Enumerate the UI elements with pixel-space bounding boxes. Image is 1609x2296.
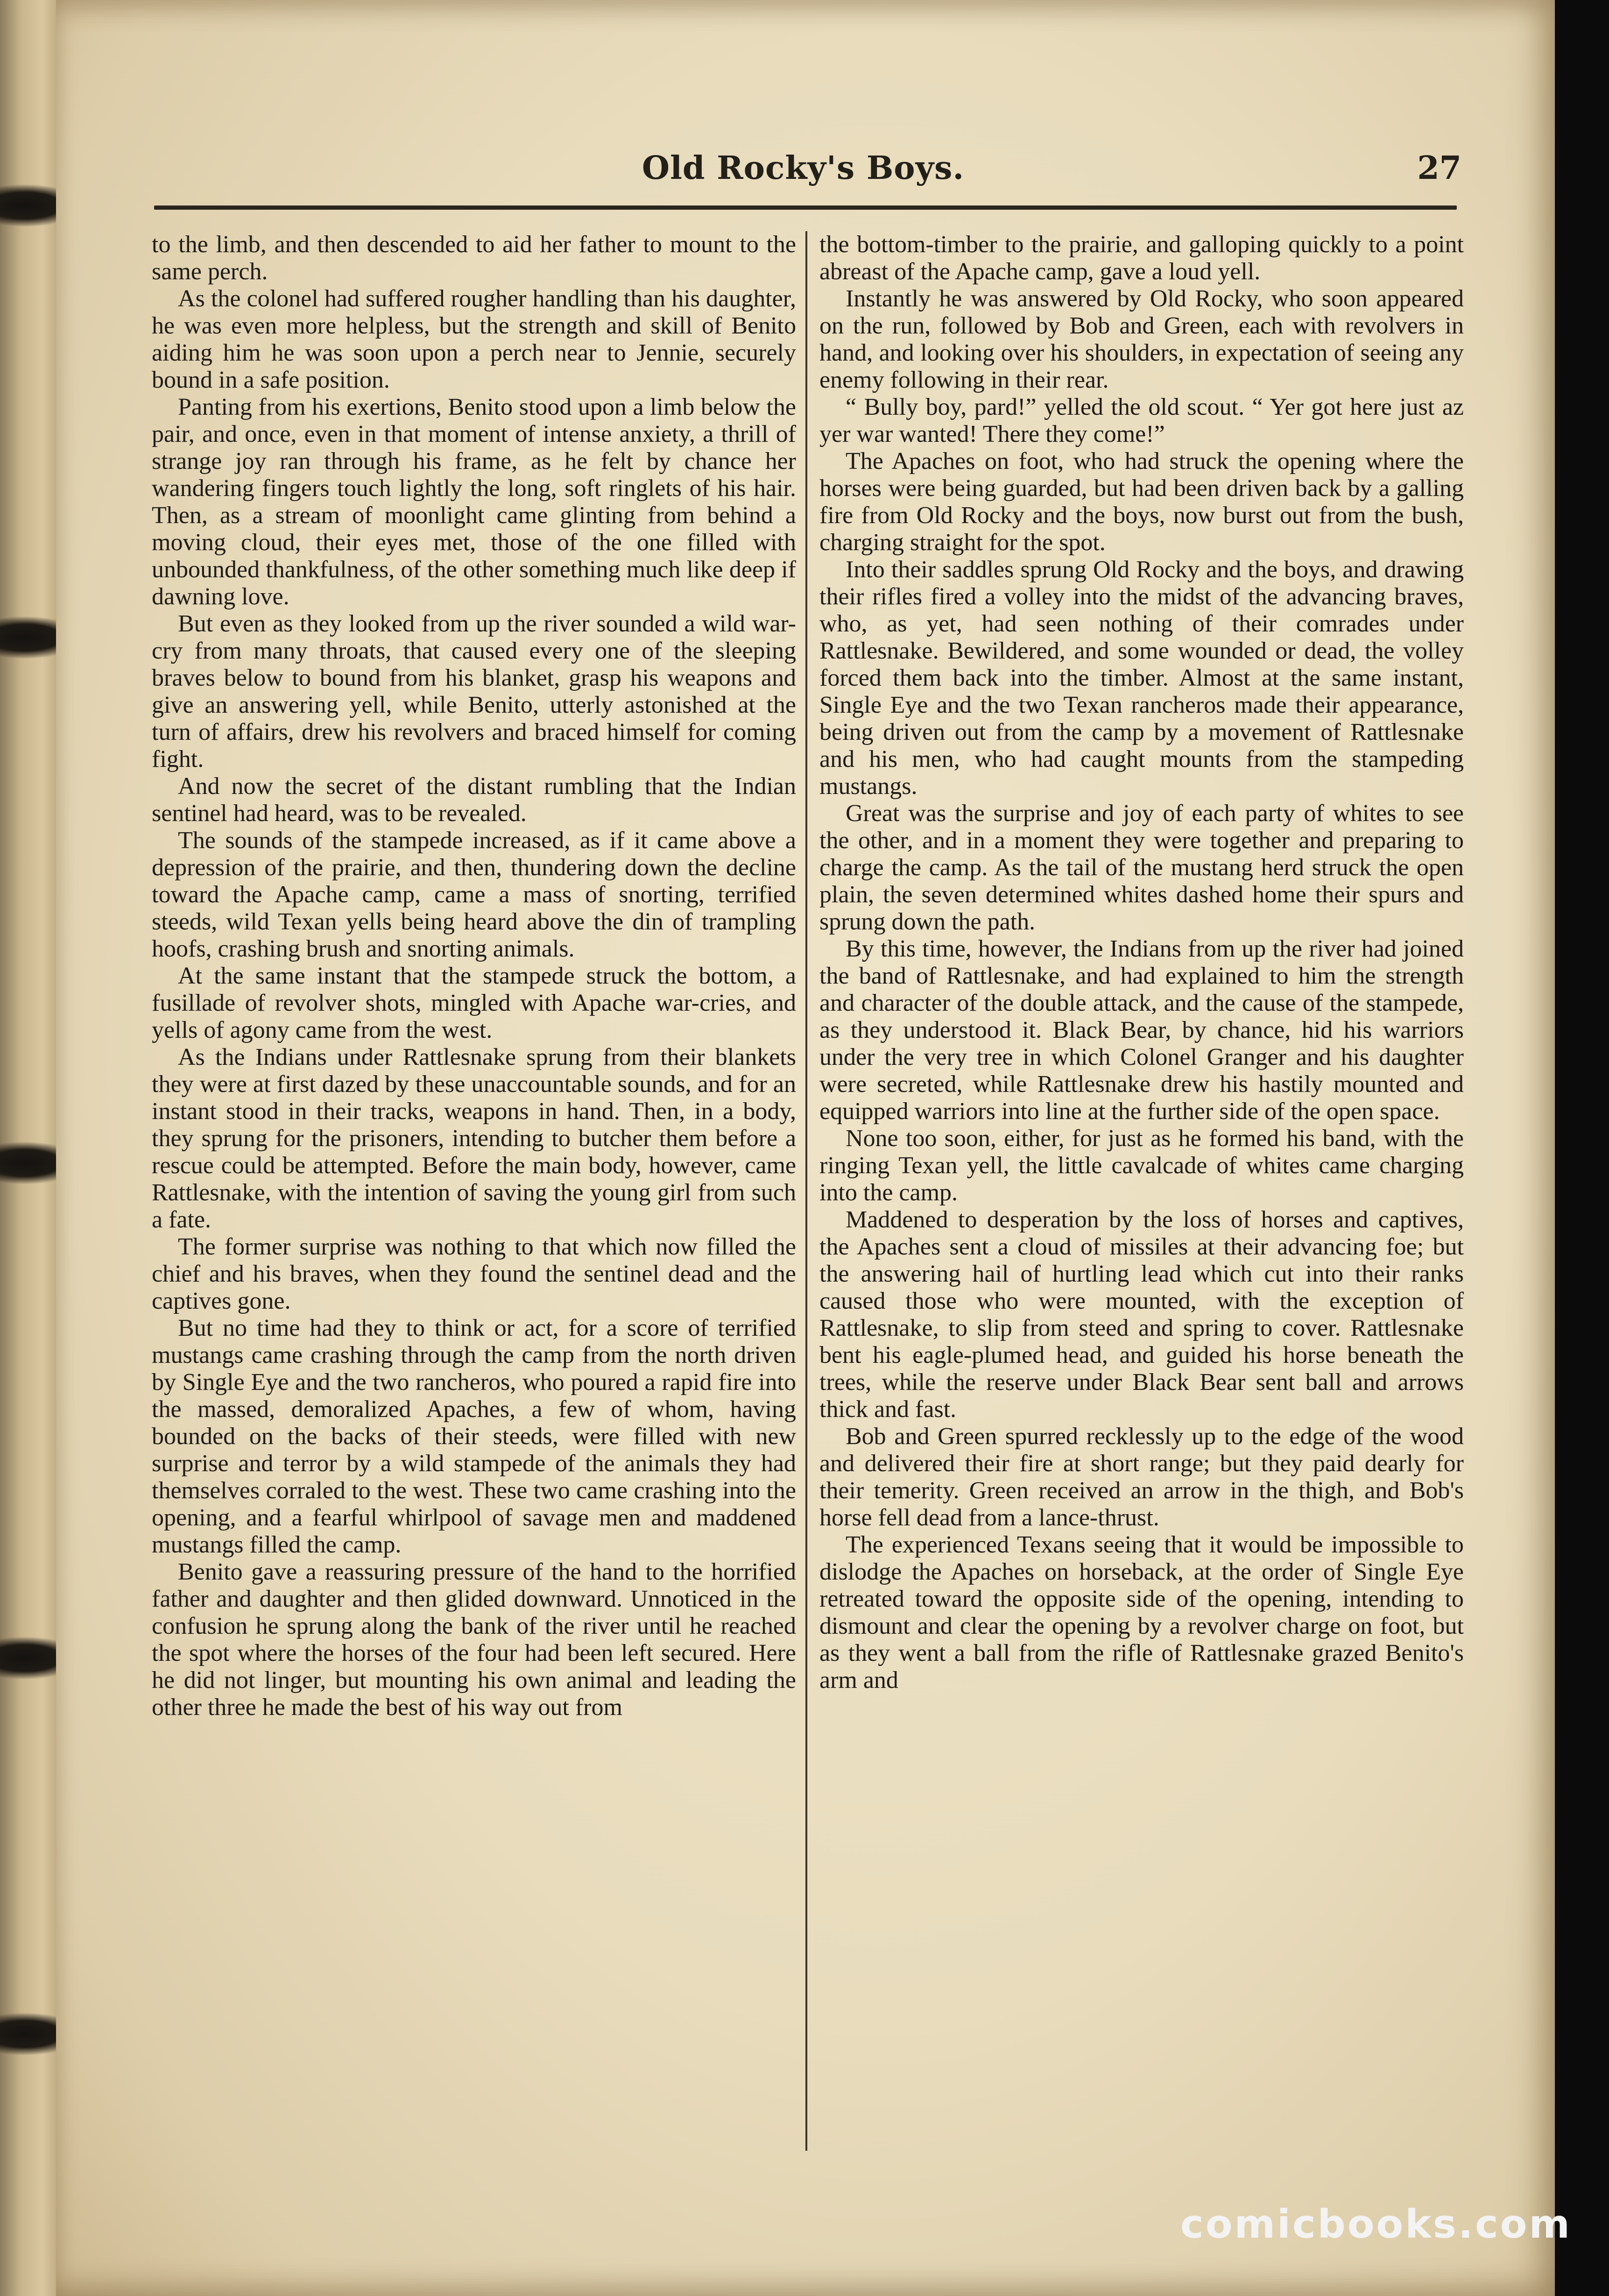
paragraph: Maddened to desperation by the loss of horses and captives, the Apaches sent a cloud of missiles at their advancing foe; but the answering hail of hurtling lead which cut into their ranks caused those who were mounted, with the exception of Rattlesnake, to slip from steed and spring to cover. Rattlesnake bent his eagle-plumed head, and guided his horse beneath the trees, while the reserve under Black Bear sent ball and arrows thick and fast.: [819, 1206, 1464, 1423]
paragraph: Great was the surprise and joy of each party of whites to see the other, and in a moment they were together and preparing to charge the camp. As the tail of the mustang herd struck the open plain, the seven determined whites dashed home their spurs and sprung down the path.: [819, 800, 1464, 935]
paragraph: The former surprise was nothing to that which now filled the chief and his braves, when they found the sentinel dead and the captives gone.: [152, 1233, 796, 1314]
paragraph: to the limb, and then descended to aid her father to mount to the same perch.: [152, 231, 796, 285]
running-title: Old Rocky's Boys.: [642, 149, 965, 187]
page-number: 27: [1417, 149, 1461, 187]
paragraph: The experienced Texans seeing that it would be impossible to dislodge the Apaches on horseback, at the order of Single Eye retreated toward the opposite side of the opening, intending to dismount and clear the opening by a revolver charge on foot, but as they went a ball from the rifle of Rattlesnake grazed Benito's arm and: [819, 1531, 1464, 1694]
header-rule: [154, 206, 1457, 210]
paragraph: As the colonel had suffered rougher handling than his daughter, he was even more helpless, but the strength and skill of Benito aiding him he was soon upon a perch near to Jennie, securely bound in a safe position.: [152, 285, 796, 393]
paragraph: Into their saddles sprung Old Rocky and the boys, and drawing their rifles fired a volley into the midst of the advancing braves, who, as yet, had seen nothing of their comrades under Rattlesnake. Bewildered, and some wounded or dead, the volley forced them back into the timber. Almost at the same instant, Single Eye and the two Texan rancheros made their appearance, being driven out from the camp by a movement of Rattlesnake and his men, who had caught mounts from the stampeding mustangs.: [819, 556, 1464, 800]
paragraph: At the same instant that the stampede struck the bottom, a fusillade of revolver shots, mingled with Apache war-cries, and yells of agony came from the west.: [152, 963, 796, 1043]
watermark: comicbooks.com: [1180, 2201, 1572, 2247]
paragraph: None too soon, either, for just as he formed his band, with the ringing Texan yell, the little cavalcade of whites came charging into the camp.: [819, 1125, 1464, 1206]
binding-spine: [0, 0, 61, 2296]
column-divider: [805, 231, 807, 2151]
right-text-column: [819, 231, 1464, 2151]
paragraph: By this time, however, the Indians from up the river had joined the band of Rattlesnake, and had explained to him the strength and character of the double attack, and the cause of the stampede, as they understood it. Black Bear, by chance, hid his warriors under the very tree in which Colonel Granger and his daughter were secreted, while Rattlesnake drew his hastily mounted and equipped warriors into line at the further side of the open space.: [819, 935, 1464, 1125]
paragraph: And now the secret of the distant rumbling that the Indian sentinel had heard, was to be revealed.: [152, 773, 796, 827]
paragraph: the bottom-timber to the prairie, and galloping quickly to a point abreast of the Apache camp, gave a loud yell.: [819, 231, 1464, 285]
paragraph: The Apaches on foot, who had struck the opening where the horses were being guarded, but had been driven back by a galling fire from Old Rocky and the boys, now burst out from the bush, charging straight for the spot.: [819, 448, 1464, 556]
paragraph: Panting from his exertions, Benito stood upon a limb below the pair, and once, even in that moment of intense anxiety, a thrill of strange joy ran through his frame, as he felt by chance her wandering fingers touch lightly the long, soft ringlets of his hair. Then, as a stream of moonlight came glinting from behind a moving cloud, their eyes met, those of the one filled with unbounded thankfulness, of the other something much like deep if dawning love.: [152, 394, 796, 610]
paragraph: “ Bully boy, pard!” yelled the old scout. “ Yer got here just az yer war wanted! There they come!”: [819, 394, 1464, 447]
paragraph: Instantly he was answered by Old Rocky, who soon appeared on the run, followed by Bob and Green, each with revolvers in hand, and looking over his shoulders, in expectation of seeing any enemy following in their rear.: [819, 285, 1464, 393]
paragraph: But even as they looked from up the river sounded a wild war-cry from many throats, that caused every one of the sleeping braves below to bound from his blanket, grasp his weapons and give an answering yell, while Benito, utterly astonished at the turn of affairs, drew his revolvers and braced himself for coming fight.: [152, 610, 796, 772]
paragraph: As the Indians under Rattlesnake sprung from their blankets they were at first dazed by these unaccountable sounds, and for an instant stood in their tracks, weapons in hand. Then, in a body, they sprung for the prisoners, intending to butcher them before a rescue could be attempted. Before the main body, however, came Rattlesnake, with the intention of saving the young girl from such a fate.: [152, 1044, 796, 1233]
paragraph: But no time had they to think or act, for a score of terrified mustangs came crashing through the camp from the north driven by Single Eye and the two rancheros, who poured a rapid fire into the massed, demoralized Apaches, a few of whom, having bounded on the backs of their steeds, were filled with new surprise and terror by a wild stampede of the animals they had themselves corraled to the west. These two came crashing into the opening, and a fearful whirlpool of savage men and maddened mustangs filled the camp.: [152, 1315, 796, 1558]
paragraph: Benito gave a reassuring pressure of the hand to the horrified father and daughter and then glided downward. Unnoticed in the confusion he sprung along the bank of the river until he reached the spot where the horses of the four had been left secured. Here he did not linger, but mounting his own animal and leading the other three he made the best of his way out from: [152, 1559, 796, 1721]
paragraph: Bob and Green spurred recklessly up to the edge of the wood and delivered their fire at short range; but they paid dearly for their temerity. Green received an arrow in the thigh, and Bob's horse fell dead from a lance-thrust.: [819, 1423, 1464, 1531]
page-header: [145, 140, 1461, 196]
left-text-column: [152, 231, 796, 2151]
paragraph: The sounds of the stampede increased, as if it came above a depression of the prairie, and then, thundering down the decline toward the Apache camp, came a mass of snorting, terrified steeds, wild Texan yells being heard above the din of trampling hoofs, crashing brush and snorting animals.: [152, 827, 796, 962]
